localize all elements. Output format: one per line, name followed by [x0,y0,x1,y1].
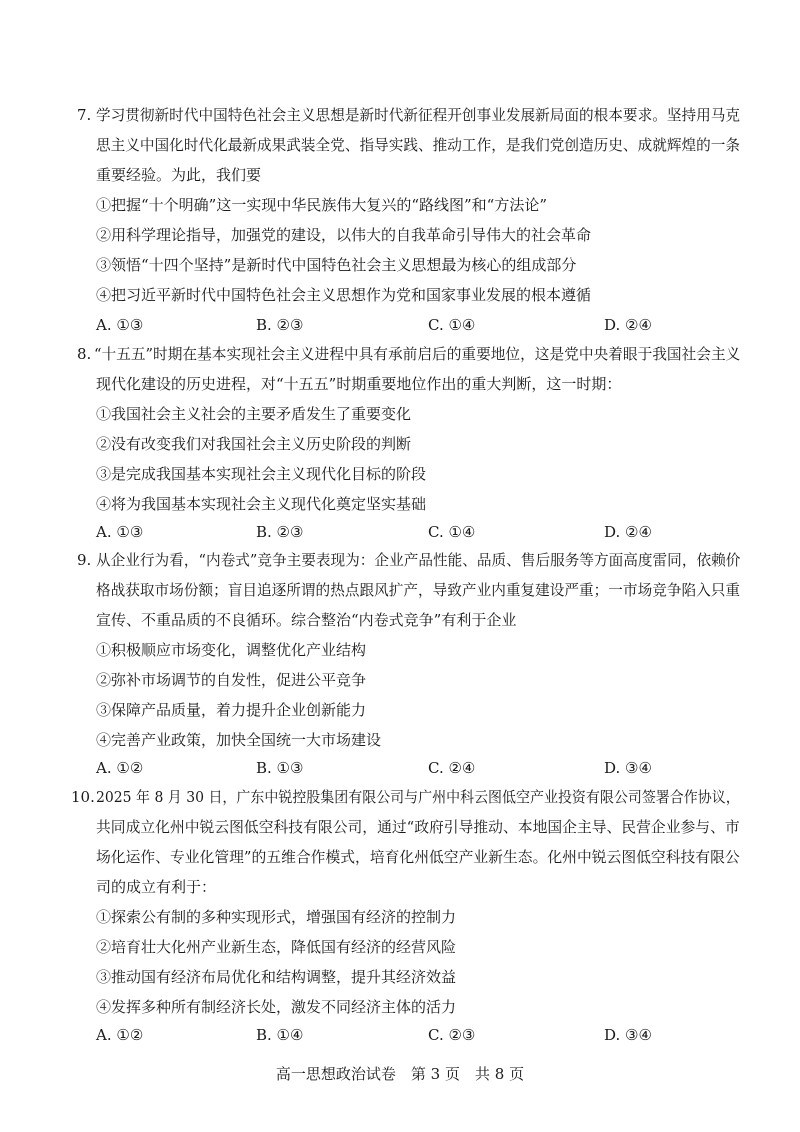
option-statement: ②弥补市场调节的自发性，促进公平竞争 [96,671,367,689]
option-statement: ③是完成我国基本实现社会主义现代化目标的阶段 [96,465,427,483]
option-statement: ①积极顺应市场变化，调整优化产业结构 [96,641,367,659]
answer-choice: B. ①④ [256,1026,304,1044]
question-number: 7. [77,106,92,124]
question-number: 8. [77,345,92,363]
question-stem-line: 思主义中国化时代化最新成果武装全党、指导实践、推动工作，是我们党创造历史、成就辉煌的一条 [96,136,741,154]
option-statement: ④完善产业政策，加快全国统一大市场建设 [96,731,382,749]
answer-choice: A. ①② [96,759,144,777]
option-statement: ②用科学理论指导，加强党的建设，以伟大的自我革命引导伟大的社会革命 [96,226,592,244]
answer-choice: A. ①③ [96,523,144,541]
answer-choice: D. ②④ [604,523,652,541]
option-statement: ①探索公有制的多种实现形式，增强国有经济的控制力 [96,908,457,926]
answer-choice: B. ①③ [256,759,304,777]
answer-choice: D. ③④ [604,1026,652,1044]
option-statement: ④把习近平新时代中国特色社会主义思想作为党和国家事业发展的根本遵循 [96,286,592,304]
option-statement: ②没有改变我们对我国社会主义历史阶段的判断 [96,435,412,453]
option-statement: ④发挥多种所有制经济长处，激发不同经济主体的活力 [96,998,457,1016]
question-stem-line: 场化运作、专业化管理”的五维合作模式，培育化州低空产业新生态。化州中锐云图低空科技有限公 [96,848,740,866]
question-stem-line: 宣传、不重品质的不良循环。综合整治“内卷式竞争”有利于企业 [96,611,517,629]
question-stem-line: 重要经验。为此，我们要 [96,166,262,184]
question-stem-line: 从企业行为看，“内卷式”竞争主要表现为：企业产品性能、品质、售后服务等方面高度雷同，依赖价 [96,551,741,569]
page-footer: 高一思想政治试卷 第 3 页 共 8 页 [275,1065,525,1083]
question-stem-line: 共同成立化州中锐云图低空科技有限公司，通过“政府引导推动、本地国企主导、民营企业参与、市 [96,818,740,836]
option-statement: ④将为我国基本实现社会主义现代化奠定坚实基础 [96,495,427,513]
answer-choice: B. ②③ [256,523,304,541]
answer-choice: D. ②④ [604,316,652,334]
option-statement: ③保障产品质量，着力提升企业创新能力 [96,701,367,719]
answer-choice: D. ③④ [604,759,652,777]
question-stem-line: 现代化建设的历史进程，对“十五五”时期重要地位作出的重大判断，这一时期： [96,375,622,393]
option-statement: ②培育壮大化州产业新生态，降低国有经济的经营风险 [96,938,457,956]
option-statement: ③领悟“十四个坚持”是新时代中国特色社会主义思想最为核心的组成部分 [96,256,577,274]
answer-choice: C. ①④ [428,316,476,334]
answer-choice: C. ②③ [428,1026,476,1044]
question-stem-line: 司的成立有利于： [96,878,217,896]
question-stem-line: 格战获取市场份额；盲目追逐所谓的热点跟风扩产，导致产业内重复建设严重；一市场竞争陷入只重 [96,581,741,599]
question-stem-line: 学习贯彻新时代中国特色社会主义思想是新时代新征程开创事业发展新局面的根本要求。坚持用马克 [96,106,741,124]
option-statement: ①我国社会主义社会的主要矛盾发生了重要变化 [96,405,412,423]
question-stem-line: 2025 年 8 月 30 日，广东中锐控股集团有限公司与广州中科云图低空产业投资有限公司签署合作协议， [96,788,740,806]
answer-choice: A. ①③ [96,316,144,334]
question-number: 10. [71,788,95,806]
answer-choice: C. ①④ [428,523,476,541]
answer-choice: C. ②④ [428,759,476,777]
option-statement: ①把握“十个明确”这一实现中华民族伟大复兴的“路线图”和“方法论” [96,196,548,214]
question-stem-line: “十五五”时期在基本实现社会主义进程中具有承前启后的重要地位，这是党中央着眼于我国社会主义 [94,345,741,363]
answer-choice: B. ②③ [256,316,304,334]
answer-choice: A. ①② [96,1026,144,1044]
option-statement: ③推动国有经济布局优化和结构调整，提升其经济效益 [96,968,457,986]
question-number: 9. [77,551,92,569]
